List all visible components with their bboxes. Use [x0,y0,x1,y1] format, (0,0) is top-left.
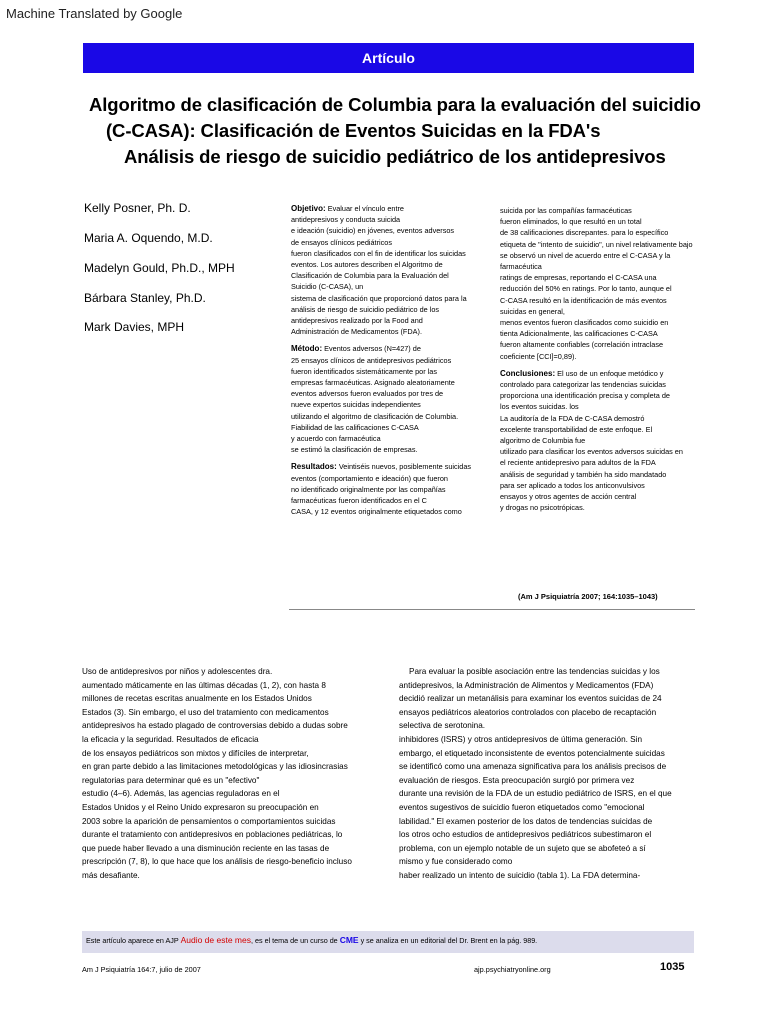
body-line: los otros ocho estudios de antidepresivos pediátricos subestimaron el [399,830,652,840]
abstract-line: nueve expertos suicidas independientes [291,400,421,410]
abstract-line: eventos. Los autores describen el Algoritmo de [291,260,443,270]
body-line: prescripción (7, 8), lo que hace que los análisis de riesgo-beneficio incluso [82,857,352,867]
cme-link[interactable]: CME [339,935,359,945]
body-line: más desafiante. [82,870,140,880]
author-name: Madelyn Gould, Ph.D., MPH [84,261,235,275]
abstract-line: fueron identificados sistemáticamente por las [291,366,438,376]
body-line: se identificó como una amenaza significativa para los análisis precisos de [399,762,667,772]
abstract-line: algoritmo de Columbia fue [500,436,586,446]
abstract-line: fueron altamente confiables (correlación intraclase [500,340,664,350]
abstract-line: Fiabilidad de las calificaciones C-CASA [291,422,419,432]
body-column-2 [399,665,699,883]
metodo-label: Método: [291,344,323,354]
abstract-line: menos eventos fueron clasificados como suicidio en [500,318,669,328]
section-banner: Artículo [83,43,694,73]
abstract-line: análisis de riesgo de suicidio pediátrico de los [291,304,440,314]
abstract-line: etiqueta de "intento de suicidio", un nivel relativamente bajo [500,239,693,249]
body-line: decidió realizar un metanálisis para examinar los eventos suicidas de 24 [399,694,662,704]
abstract-line: e ideación (suicidio) en jóvenes, eventos adversos [291,226,455,236]
audio-link[interactable]: Audio de este mes [180,935,251,945]
machine-translated-label: Machine Translated by Google [6,6,183,21]
footer-site: ajp.psychiatryonline.org [474,965,551,974]
abstract-line: CASA, y 12 eventos originalmente etiquetados como [291,507,462,517]
abstract-line: Administración de Medicamentos (FDA). [291,327,422,337]
body-line: la eficacia y la seguridad. Resultados de eficacia [82,734,259,744]
body-line: selectiva de serotonina. [399,721,486,731]
abstract-line: no identificado originalmente por las compañías [291,484,446,494]
abstract-line: suicida por las compañías farmacéuticas [500,206,632,215]
abstract-line: C-CASA resultó en la identificación de más eventos [500,295,667,305]
abstract-line: Suicidio (C-CASA), un [291,282,364,292]
conclusiones-label: Conclusiones: [500,368,556,378]
body-line: de los ensayos pediátricos son mixtos y difíciles de interpretar, [82,748,309,758]
abstract-line: proporciona una identificación precisa y completa de [500,391,670,401]
abstract-line: Resultados: Veintiséis nuevos, posiblemente suicidas [291,462,472,472]
body-line: problema, con un ejemplo notable de un sujeto que se abofeteó a sí [399,843,646,853]
abstract-line: de 38 calificaciones discrepantes. para lo específico [500,228,669,238]
abstract-line: Objetivo: Evaluar el vínculo entre [291,204,404,213]
abstract-line: Clasificación de Columbia para la Evaluación del [291,271,449,281]
body-line: ensayos pediátricos aleatorios controlados con placebo de recaptación [399,707,657,717]
article-note [82,931,694,953]
abstract-line: reducción del 50% en ratings. Por lo tanto, aunque el [500,284,672,294]
body-line: durante el tratamiento con antidepresivos en poblaciones pediátricas, lo [82,830,343,840]
note-suffix: y se analiza en un editorial del Dr. Brent en la pág. 989. [360,936,538,945]
body-line: evaluación de riesgos. Esta preocupación surgió por primera vez [399,775,635,785]
author-name: Kelly Posner, Ph. D. [84,201,191,215]
body-line: 2003 sobre la aparición de pensamientos o comportamientos suicidas [82,816,336,826]
body-line: labilidad." El examen posterior de los datos de tendencias suicidas de [399,816,653,826]
abstract-line: ensayos y otros agentes de acción central [500,492,637,502]
abstract-line: farmacéuticas fueron identificados en el C [291,496,427,506]
page-number: 1035 [660,961,685,973]
abstract-line: análisis de seguridad y también ha sido mandatado [500,469,667,479]
title-line-2: (C-CASA): Clasificación de Eventos Suicidas en la FDA's [106,120,601,141]
abstract-line: controlado para categorizar las tendencias suicidas [500,380,666,390]
citation: (Am J Psiquiatría 2007; 164:1035–1043) [518,592,658,601]
body-line: antidepresivos, la Administración de Alimentos y Medicamentos (FDA) [399,680,654,690]
footer-journal: Am J Psiquiatría 164:7, julio de 2007 [82,965,201,974]
body-column-1 [82,665,382,883]
author-name: Bárbara Stanley, Ph.D. [84,291,206,305]
body-line: que puede haber llevado a una disminución reciente en las tasas de [82,843,330,853]
body-line: antidepresivos ha estado plagado de controversias debido a dudas sobre [82,721,348,731]
body-line: estudio (4–6). Además, las agencias reguladoras en el [82,789,280,799]
body-line: Uso de antidepresivos por niños y adolescentes dra. [82,667,273,676]
abstract-line: Conclusiones: El uso de un enfoque metódico y [500,368,664,378]
abstract-line: utilizado para clasificar los eventos adversos suicidas en [500,447,683,457]
abstract-line: utilizando el algoritmo de clasificación de Columbia. [291,411,459,421]
body-line: durante una revisión de la FDA de un estudio pediátrico de ISRS, en el que [399,789,672,799]
abstract-line: coeficiente [CCI]=0,89). [500,351,577,361]
abstract-line: fueron clasificados con el fin de identificar los suicidas [291,248,466,258]
divider [289,609,695,610]
resultados-label: Resultados: [291,462,337,472]
objetivo-label: Objetivo: [291,204,326,213]
abstract-line: La auditoría de la FDA de C-CASA demostró [500,413,645,423]
body-line: millones de recetas escritas anualmente en los Estados Unidos [82,694,312,704]
abstract-line: los eventos suicidas. los [500,402,579,412]
author-name: Mark Davies, MPH [84,320,185,334]
abstract-line: sistema de clasificación que proporcionó datos para la [291,293,467,303]
title-line-3: Análisis de riesgo de suicidio pediátrico de los antidepresivos [124,146,666,167]
abstract-column-2 [500,205,700,513]
abstract-line: Método: Eventos adversos (N=427) de [291,344,421,354]
abstract-line: de ensayos clínicos pediátricos [291,237,392,247]
abstract-line: para ser aplicado a todos los anticonvulsivos [500,480,645,490]
abstract-line: eventos adversos fueron evaluados por tres de [291,389,444,399]
abstract-line: eventos (comportamiento e ideación) que fueron [291,473,448,483]
abstract-line: fueron eliminados, lo que resultó en un total [500,217,642,227]
abstract-line: excelente transportabilidad de este enfoque. El [500,424,653,434]
body-line: inhibidores (ISRS) y otros antidepresivos de última generación. Sin [399,734,643,744]
note-middle: , es el tema de un curso de [250,936,338,945]
abstract-line: tienta Adicionalmente, las calificaciones C-CASA [500,329,658,339]
abstract-line: antidepresivos realizado por la Food and [291,316,423,326]
body-line: Estados (3). Sin embargo, el uso del tratamiento con medicamentos [82,707,329,717]
abstract-line: suicidas en general, [500,306,565,316]
abstract-line: y drogas no psicotrópicas. [500,503,585,513]
body-line: en gran parte debido a las limitaciones metodológicas y las idiosincrasias [82,762,348,772]
abstract-column-1 [291,203,491,517]
body-line: mismo y fue considerado como [399,857,513,867]
abstract-line: antidepresivos y conducta suicida [291,215,401,225]
body-line: aumentado máticamente en las últimas décadas (1, 2), con hasta 8 [82,680,326,690]
title-line-1: Algoritmo de clasificación de Columbia para la evaluación del suicidio [89,94,701,115]
body-line: regulatorias para determinar qué es un "efectivo" [82,775,260,785]
abstract-line: farmacéutica [500,262,542,272]
abstract-line: ratings de empresas, reportando el C-CASA una [500,273,657,283]
author-name: Maria A. Oquendo, M.D. [84,231,213,245]
abstract-line: 25 ensayos clínicos de antidepresivos pediátricos [291,355,452,365]
body-line: embargo, el etiquetado inconsistente de eventos potencialmente suicidas [399,748,665,758]
abstract-line: empresas farmacéuticas. Asignado aleatoriamente [291,378,455,388]
abstract-line: y acuerdo con farmacéutica [291,434,381,444]
abstract-line: el reciente antidepresivo para adultos de la FDA [500,458,656,468]
body-line: eventos sugestivos de suicidio fueron etiquetados como "emocional [399,802,645,812]
body-line: haber realizado un intento de suicidio (tabla 1). La FDA determina- [399,870,641,880]
abstract-line: se observó un nivel de acuerdo entre el C-CASA y la [500,250,671,260]
body-line: Estados Unidos y el Reino Unido expresaron su preocupación en [82,802,319,812]
note-prefix: Este artículo aparece en AJP [86,936,179,945]
abstract-line: se estimó la clasificación de empresas. [291,445,418,455]
body-line: Para evaluar la posible asociación entre las tendencias suicidas y los [409,667,660,676]
